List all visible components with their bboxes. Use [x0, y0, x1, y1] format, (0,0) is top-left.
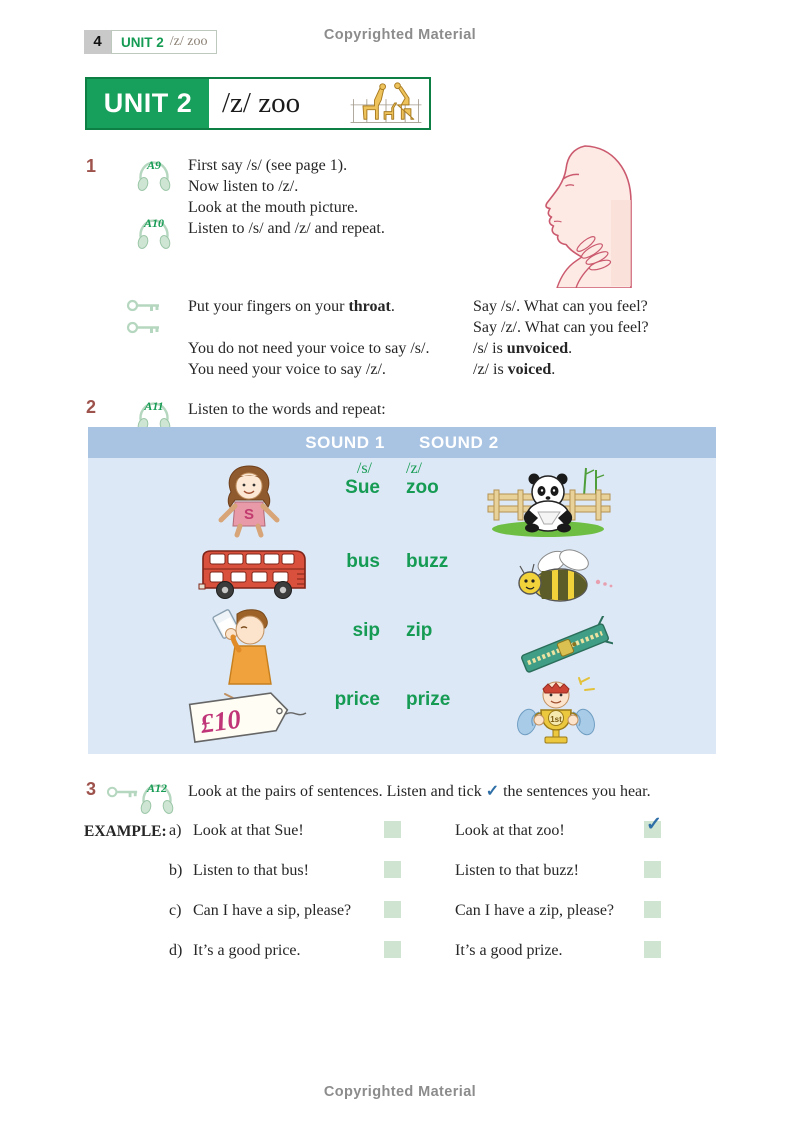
answer-checkbox-a2[interactable] [644, 814, 662, 838]
audio-play-badge-a10[interactable] [136, 211, 172, 253]
header-unit-label: UNIT 2 [121, 34, 164, 50]
sentence-sound2: Listen to that buzz! [455, 862, 579, 879]
text: /s/ is [473, 340, 507, 357]
voicing-left-line2: You do not need your voice to say /s/. [188, 340, 430, 357]
sentence-sound1: It’s a good price. [193, 942, 301, 959]
text: . [568, 340, 573, 357]
audio-badge-label: A9 [146, 158, 161, 172]
table-word-sound1: price [334, 689, 380, 710]
exercise1-line: Listen to /s/ and /z/ and repeat. [188, 220, 385, 237]
text: . [551, 361, 556, 378]
bold-word: voiced [507, 361, 552, 378]
tick-glyph: ✓ [485, 783, 500, 800]
double-decker-bus-illustration [197, 542, 315, 602]
page-number: 4 [84, 30, 111, 54]
sound1-header: SOUND 1 [305, 432, 385, 452]
table-word-sound1: Sue [345, 477, 380, 498]
audio-play-badge-a12[interactable] [139, 776, 175, 818]
voicing-right-line2: Say /z/. What can you feel? [473, 319, 649, 336]
text: /z/ is [473, 361, 508, 378]
header-unit-sound: /z/ zoo [169, 34, 208, 49]
answer-checkbox-b1[interactable] [384, 861, 401, 878]
text: . [390, 298, 395, 315]
voicing-right-line3 [473, 338, 572, 359]
girl-sue-illustration [213, 462, 285, 538]
example-label: EXAMPLE: [84, 823, 167, 840]
trophy-text: 1st [550, 715, 562, 724]
copyright-top: Copyrighted Material [323, 27, 477, 43]
exercise1-text [188, 155, 385, 239]
sentence-sound2: Look at that zoo! [455, 822, 565, 839]
header-unit-tab [111, 30, 217, 54]
bee-illustration [502, 547, 617, 612]
sentence-sound1: Can I have a sip, please? [193, 902, 352, 919]
bold-word: throat [348, 298, 391, 315]
exercise1-number: 1 [86, 156, 97, 176]
sue-shirt-letter: S [243, 506, 255, 523]
text: Look at the pairs of sentences. Listen and tick [188, 783, 486, 800]
audio-badge-label: A12 [146, 781, 167, 795]
voicing-right-line1: Say /s/. What can you feel? [473, 298, 648, 315]
zipper-illustration [517, 616, 613, 680]
item-letter: d) [169, 942, 183, 959]
exercise3-instruction [188, 781, 748, 802]
audio-badge-label: A10 [143, 216, 164, 230]
table-word-sound2: buzz [406, 551, 449, 572]
key-icon [106, 784, 140, 800]
unit-banner [85, 77, 431, 130]
phoneme2-label: /z/ [406, 460, 422, 477]
exercise1-line: Look at the mouth picture. [188, 199, 359, 216]
answer-checkbox-d2[interactable] [644, 941, 661, 958]
copyright-bottom: Copyrighted Material [323, 1084, 477, 1100]
text: Put your fingers on your [188, 298, 349, 315]
voicing-left-line3: You need your voice to say /z/. [188, 361, 386, 378]
item-letter: c) [169, 902, 182, 919]
sound2-header: SOUND 2 [419, 432, 499, 452]
voicing-left-line1 [188, 296, 395, 317]
exercise3-number: 3 [86, 779, 97, 799]
answer-checkbox-c2[interactable] [644, 901, 661, 918]
banner-unit-label: UNIT 2 [87, 79, 209, 128]
sentence-sound1: Look at that Sue! [193, 822, 304, 839]
panda-illustration [486, 466, 612, 538]
bold-word: unvoiced [506, 340, 569, 357]
face-profile-illustration [523, 140, 655, 288]
phoneme1-label: /s/ [356, 460, 372, 477]
boy-with-trophy-illustration [511, 676, 603, 754]
price-tag-illustration [182, 686, 308, 748]
table-word-sound2: zip [406, 620, 433, 641]
answer-checkbox-c1[interactable] [384, 901, 401, 918]
banner-sound-label: /z/ zoo [222, 87, 301, 119]
text: the sentences you hear. [499, 783, 651, 800]
voicing-right-line4 [473, 359, 555, 380]
audio-play-badge-a9[interactable] [136, 153, 172, 195]
price-tag-text: £10 [198, 703, 243, 739]
table-word-sound1: sip [352, 620, 380, 641]
sentence-sound1: Listen to that bus! [193, 862, 309, 879]
answer-checkbox-a1[interactable] [384, 821, 401, 838]
exercise1-line: First say /s/ (see page 1). [188, 157, 348, 174]
item-letter: b) [169, 862, 183, 879]
exercise2-instruction: Listen to the words and repeat: [188, 401, 386, 418]
exercise1-line: Now listen to /z/. [188, 178, 299, 195]
giraffes-illustration [348, 79, 424, 125]
answer-checkbox-b2[interactable] [644, 861, 661, 878]
tick-mark: ✓ [646, 814, 662, 835]
sentence-sound2: Can I have a zip, please? [455, 902, 615, 919]
sentence-sound2: It’s a good prize. [455, 942, 563, 959]
sound-table-header [88, 427, 716, 458]
audio-badge-label: A11 [144, 399, 164, 413]
table-word-sound2: zoo [406, 477, 439, 498]
item-letter: a) [169, 822, 182, 839]
table-word-sound2: prize [406, 689, 451, 710]
table-word-sound1: bus [346, 551, 380, 572]
exercise2-number: 2 [86, 397, 97, 417]
key-icon [126, 319, 162, 336]
answer-checkbox-d1[interactable] [384, 941, 401, 958]
key-icon [126, 297, 162, 314]
